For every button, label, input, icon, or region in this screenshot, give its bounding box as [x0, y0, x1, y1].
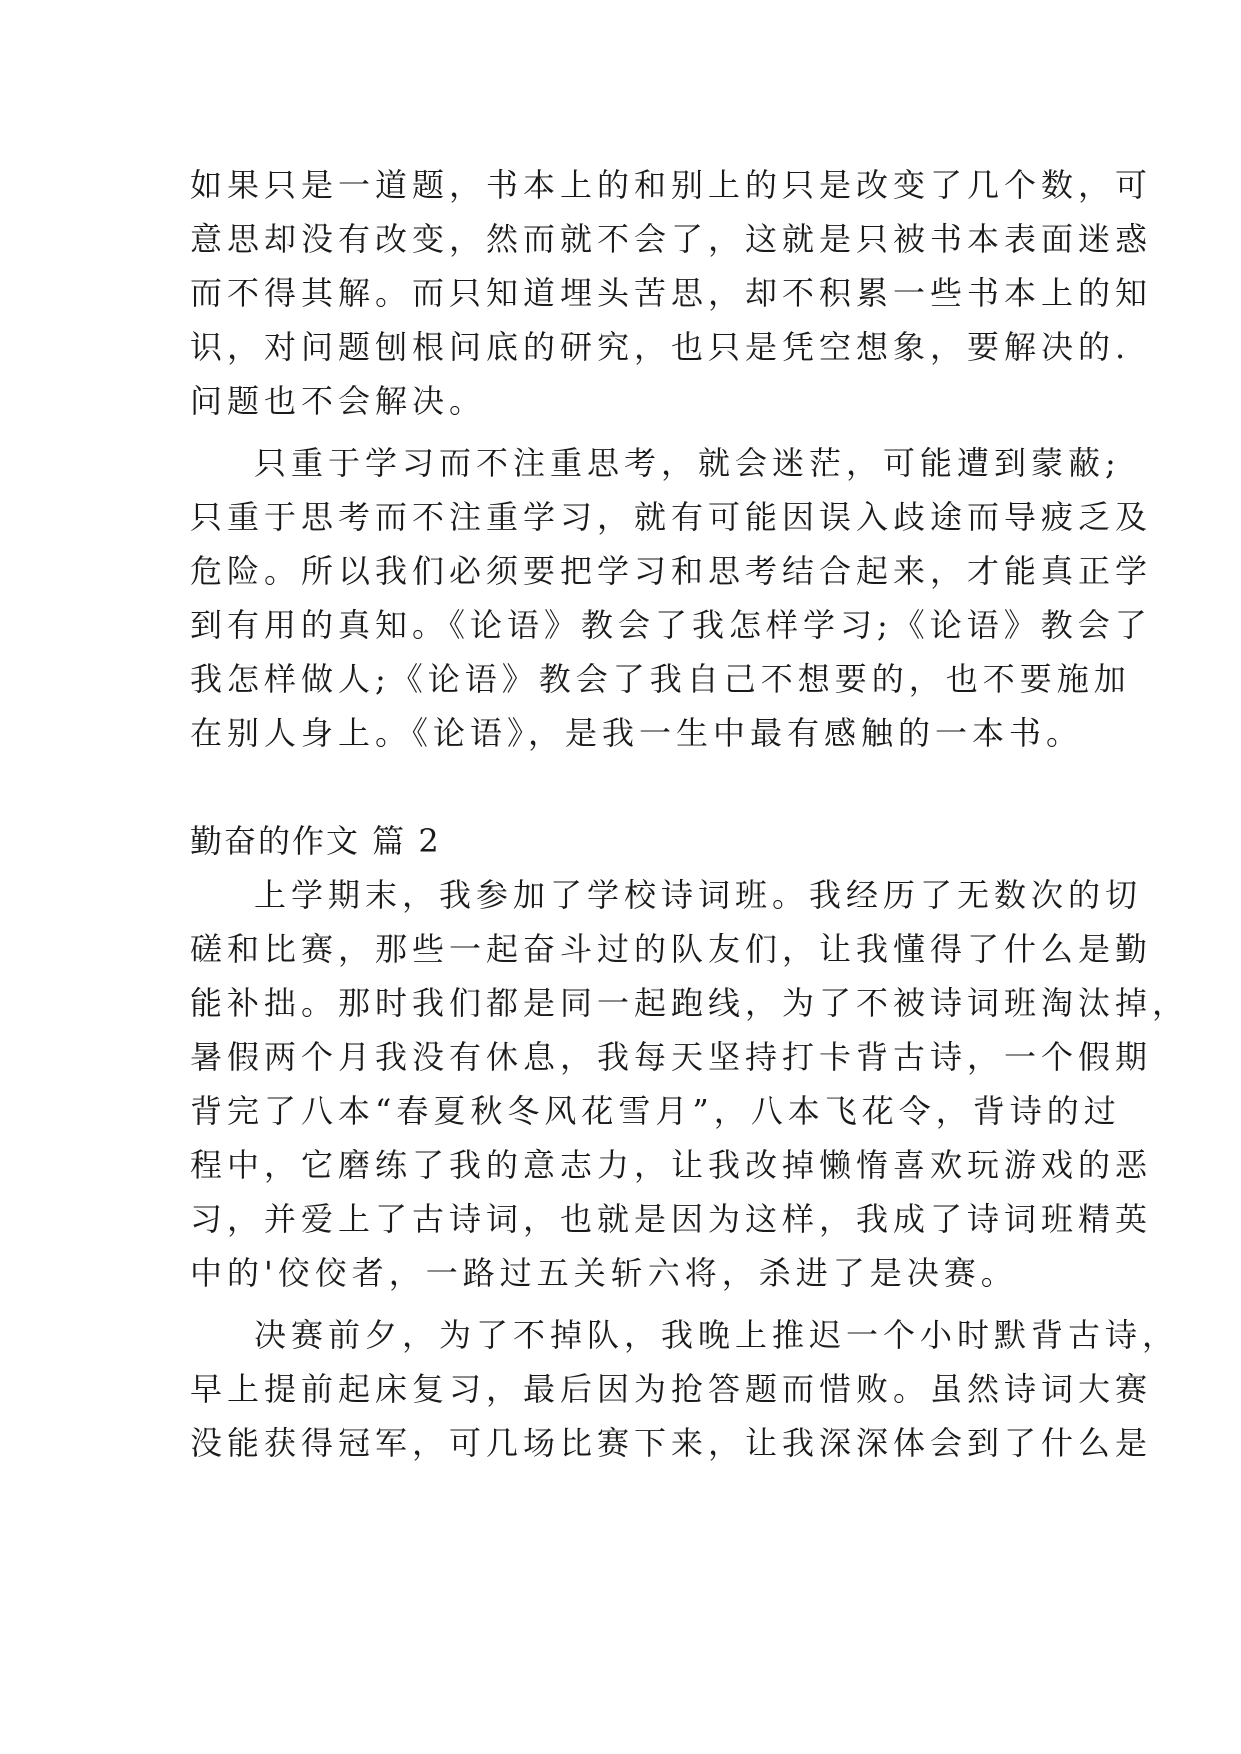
paragraph-3	[190, 868, 1190, 1300]
paragraph-1	[190, 158, 1153, 428]
document-page	[190, 158, 1190, 1470]
text-line: 我怎样做人;《论语》教会了我自己不想要的，也不要施加	[190, 660, 1131, 698]
text-line: 意思却没有改变，然而就不会了，这就是只被书本表面迷惑	[190, 220, 1153, 258]
text-line: 危险。所以我们必须要把学习和思考结合起来，才能真正学	[190, 552, 1153, 590]
text-line: 到有用的真知。《论语》教会了我怎样学习;《论语》教会了	[190, 606, 1152, 644]
text-line: 中的'佼佼者，一路过五关斩六将，杀进了是决赛。	[190, 1254, 1018, 1292]
text-line: 只重于学习而不注重思考，就会迷茫，可能遭到蒙蔽;	[254, 444, 1121, 482]
text-line: 程中，它磨练了我的意志力，让我改掉懒惰喜欢玩游戏的恶	[190, 1146, 1153, 1184]
paragraph-2	[190, 436, 1153, 760]
text-line: 暑假两个月我没有休息，我每天坚持打卡背古诗，一个假期	[190, 1038, 1153, 1076]
text-line: 背完了八本“春夏秋冬风花雪月”，八本飞花令，背诗的过	[190, 1092, 1121, 1130]
spacer	[190, 1300, 1060, 1308]
text-line: 只重于思考而不注重学习，就有可能因误入歧途而导疲乏及	[190, 498, 1153, 536]
text-line: 而不得其解。而只知道埋头苦思，却不积累一些书本上的知	[190, 274, 1153, 312]
text-line: 问题也不会解决。	[190, 382, 487, 420]
text-line: 磋和比赛，那些一起奋斗过的队友们，让我懂得了什么是勤	[190, 930, 1153, 968]
spacer	[190, 760, 1060, 814]
text-line: 没能获得冠军，可几场比赛下来，让我深深体会到了什么是	[190, 1424, 1153, 1462]
text-line: 能补拙。那时我们都是同一起跑线，为了不被诗词班淘汰掉，	[190, 984, 1190, 1022]
spacer	[190, 428, 1060, 436]
text-line: 决赛前夕，为了不掉队，我晚上推迟一个小时默背古诗，	[254, 1316, 1180, 1354]
text-line: 如果只是一道题，书本上的和别上的只是改变了几个数，可	[190, 166, 1153, 204]
text-line: 在别人身上。《论语》，是我一生中最有感触的一本书。	[190, 714, 1084, 752]
text-line: 习，并爱上了古诗词，也就是因为这样，我成了诗词班精英	[190, 1200, 1153, 1238]
text-line: 上学期末，我参加了学校诗词班。我经历了无数次的切	[254, 876, 1143, 914]
paragraph-4	[190, 1308, 1180, 1470]
text-line: 早上提前起床复习，最后因为抢答题而惜败。虽然诗词大赛	[190, 1370, 1153, 1408]
text-line: 识，对问题刨根问底的研究，也只是凭空想象，要解决的.	[190, 328, 1131, 366]
section-heading: 勤奋的作文 篇 2	[190, 822, 441, 860]
